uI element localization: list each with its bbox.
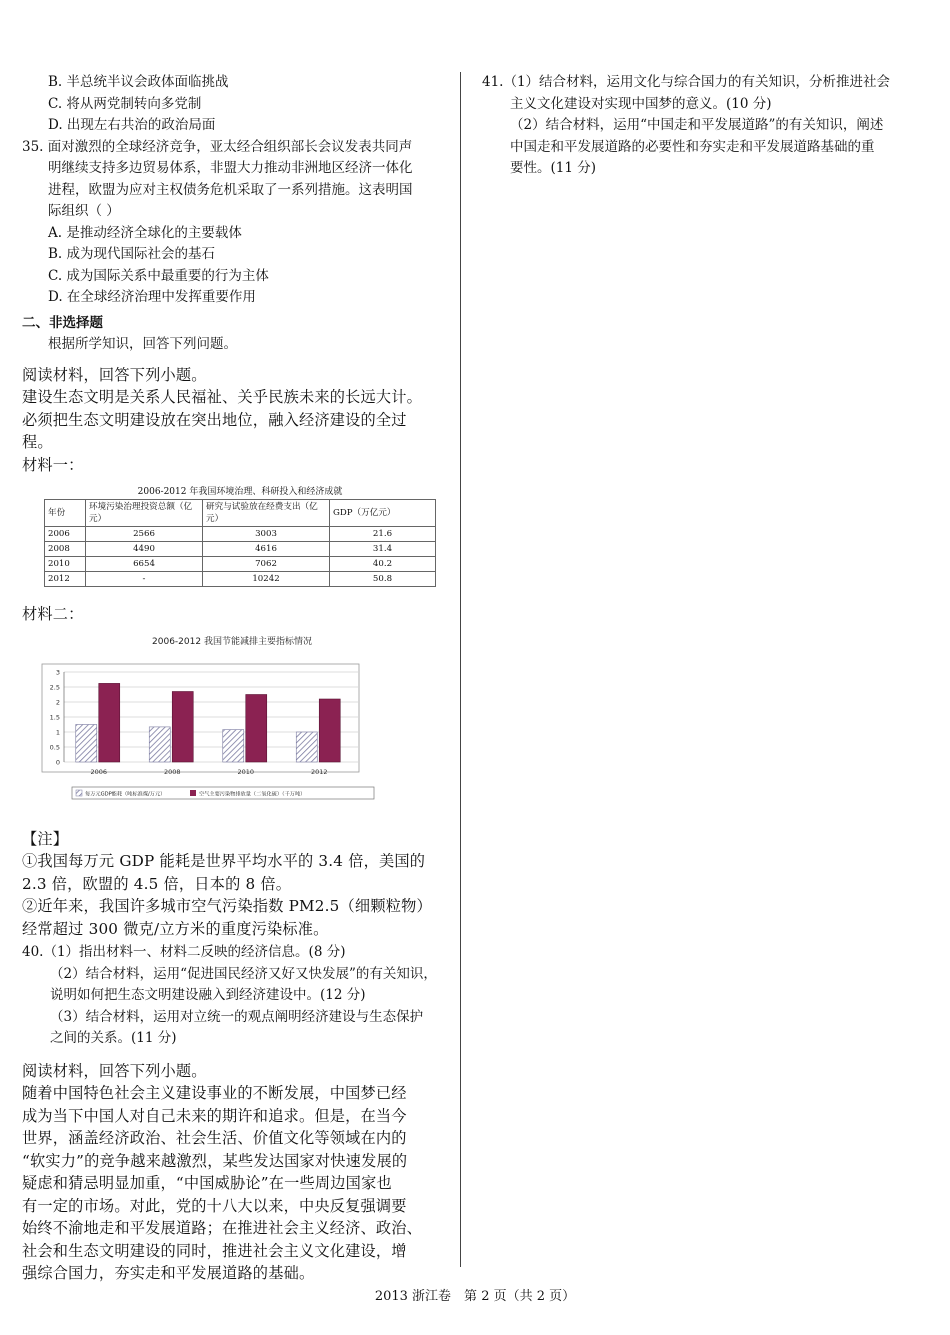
table-cell: 50.8: [330, 572, 436, 587]
y-tick-label: 2: [55, 698, 60, 706]
reading-1-line: 阅读材料，回答下列小题。: [22, 365, 207, 384]
q40-part-3: （3）结合材料，运用对立统一的观点阐明经济建设与生态保护: [50, 1008, 424, 1025]
data-table: [44, 499, 436, 587]
right-column: [482, 72, 912, 180]
table-cell: 2006: [45, 527, 86, 542]
q35-line-2: 明继续支持多边贸易体系，非盟大力推动非洲地区经济一体化: [48, 160, 413, 176]
legend-label: 每万元GDP能耗（吨标准煤/万元）: [85, 791, 166, 797]
q35-line-4: 际组织（ ）: [48, 203, 120, 219]
page-footer: 2013 浙江卷 第 2 页（共 2 页）: [374, 1289, 576, 1304]
legend-label: 空气主要污染物排放量（二氧化硫）（千万吨）: [199, 791, 306, 797]
left-column: [22, 72, 447, 1285]
bar: [99, 683, 120, 762]
reading-1-line: 必须把生态文明建设放在突出地位，融入经济建设的全过: [22, 410, 407, 429]
column-divider: [460, 72, 461, 1267]
table-title: 2006-2012 年我国环境治理、科研投入和经济成就: [137, 487, 343, 497]
reading-1-line: 程。: [22, 433, 53, 451]
table-cell: 3003: [203, 527, 330, 542]
q41-part-1: 41.（1）结合材料，运用文化与综合国力的有关知识，分析推进社会: [482, 74, 891, 90]
note-line: 2.3 倍，欧盟的 4.5 倍，日本的 8 倍。: [22, 874, 292, 893]
chart-title: 2006-2012 我国节能减排主要指标情况: [152, 636, 312, 647]
bar: [76, 724, 97, 762]
table-row: [45, 542, 436, 557]
reading-2-line: 随着中国特色社会主义建设事业的不断发展，中国梦已经: [22, 1084, 407, 1102]
q35-option-b: B. 成为现代国际社会的基石: [48, 246, 216, 262]
reading-2-line: 疑虑和猜忌明显加重，“中国威胁论”在一些周边国家也: [22, 1174, 392, 1192]
reading-1-line: 建设生态文明是关系人民福祉、关乎民族未来的长远大计。: [22, 388, 423, 406]
q40-part-1: 40.（1）指出材料一、材料二反映的经济信息。(8 分): [22, 944, 346, 960]
bar: [296, 732, 317, 762]
table-header: 年份: [45, 500, 86, 527]
reading-2-line: 社会和生态文明建设的同时，推进社会主义文化建设，增: [22, 1241, 407, 1260]
reading-2-line: “软实力”的竞争越来越激烈，某些发达国家对快速发展的: [22, 1151, 408, 1170]
q35-option-c: C. 成为国际关系中最重要的行为主体: [48, 267, 269, 284]
table-cell: 6654: [86, 557, 203, 572]
bar: [172, 691, 193, 762]
table-cell: 2010: [45, 557, 86, 572]
reading-2-line: 有一定的市场。对此，党的十八大以来，中央反复强调要: [22, 1196, 407, 1215]
table-cell: 2012: [45, 572, 86, 587]
table-header-row: [45, 500, 436, 527]
reading-2-line: 阅读材料，回答下列小题。: [22, 1061, 207, 1080]
reading-2-line: 世界，涵盖经济政治、社会生活、价值文化等领域在内的: [22, 1129, 407, 1147]
bar: [149, 726, 170, 761]
table-cell: 4616: [203, 542, 330, 557]
legend-swatch: [76, 790, 82, 796]
section-title: 二、非选择题: [22, 314, 103, 331]
table-cell: 31.4: [330, 542, 436, 557]
table-cell: 7062: [203, 557, 330, 572]
bar-chart: [22, 632, 442, 818]
reading-2-line: 始终不渝地走和平发展道路；在推进社会主义经济、政治、: [22, 1219, 423, 1237]
q41-part-2-cont: 要性。(11 分): [510, 160, 597, 176]
table-header: 研究与试验放在经费支出（亿元）: [203, 500, 330, 527]
q41-part-2-cont: 中国走和平发展道路的必要性和夯实走和平发展道路基础的重: [510, 138, 875, 155]
option-c-prev: C. 将从两党制转向多党制: [48, 95, 202, 112]
y-tick-label: 2.5: [49, 683, 60, 691]
section-intro: 根据所学知识，回答下列问题。: [48, 336, 237, 352]
y-tick-label: 3: [55, 668, 60, 676]
table-cell: 10242: [203, 572, 330, 587]
notes: [22, 828, 447, 941]
y-tick-label: 1: [55, 728, 60, 736]
x-tick-label: 2010: [237, 767, 255, 776]
x-tick-label: 2006: [90, 767, 108, 776]
reading-2-line: 成为当下中国人对自己未来的期许和追求。但是，在当今: [22, 1106, 407, 1125]
y-tick-label: 0.5: [49, 743, 60, 751]
note-line: 【注】: [22, 829, 69, 848]
x-tick-label: 2012: [310, 767, 328, 776]
bar: [223, 729, 244, 761]
table-row: [45, 572, 436, 587]
q40: [22, 942, 447, 1050]
q35-option-a: A. 是推动经济全球化的主要载体: [48, 224, 242, 241]
reading-2: [22, 1060, 447, 1285]
note-line: 经常超过 300 微克/立方米的重度污染标准。: [22, 919, 329, 938]
chart-container: [22, 632, 447, 822]
q40-part-3-cont: 之间的关系。(11 分): [50, 1030, 177, 1046]
y-tick-label: 0: [55, 758, 60, 766]
q40-part-2: （2）结合材料，运用“促进国民经济又好又快发展”的有关知识，: [50, 965, 437, 982]
q35-line-1: 35. 面对激烈的全球经济竞争，亚太经合组织部长会议发表共同声: [22, 138, 413, 155]
x-tick-label: 2008: [163, 767, 181, 776]
reading-2-line: 强综合国力，夯实走和平发展道路的基础。: [22, 1264, 315, 1282]
table-row: [45, 527, 436, 542]
table-cell: 21.6: [330, 527, 436, 542]
q35-option-d: D. 在全球经济治理中发挥重要作用: [48, 289, 256, 305]
table-cell: 40.2: [330, 557, 436, 572]
bar: [246, 694, 267, 762]
table-row: [45, 557, 436, 572]
table-header: GDP（万亿元）: [330, 500, 436, 527]
option-b-prev: B. 半总统半议会政体面临挑战: [48, 74, 229, 90]
y-tick-label: 1.5: [49, 713, 60, 721]
material-1-label: 材料一：: [22, 455, 84, 474]
q41-part-1-cont: 主义文化建设对实现中国梦的意义。(10 分): [510, 95, 772, 112]
material-2-label: 材料二：: [22, 605, 84, 623]
option-d-prev: D. 出现左右共治的政治局面: [48, 117, 216, 133]
bar: [319, 699, 340, 762]
table-cell: 2566: [86, 527, 203, 542]
legend-swatch: [190, 790, 196, 796]
q35-line-3: 进程，欧盟为应对主权债务危机采取了一系列措施。这表明国: [48, 181, 413, 198]
table-cell: 4490: [86, 542, 203, 557]
table-header: 环境污染治理投资总额（亿元）: [86, 500, 203, 527]
table-cell: -: [86, 572, 203, 587]
table-cell: 2008: [45, 542, 86, 557]
note-line: ②近年来，我国许多城市空气污染指数 PM2.5（细颗粒物）: [22, 897, 432, 915]
q41-part-2: （2）结合材料，运用“中国走和平发展道路”的有关知识，阐述: [510, 117, 884, 133]
q40-part-2-cont: 说明如何把生态文明建设融入到经济建设中。(12 分): [50, 987, 366, 1003]
reading-1: [22, 364, 447, 477]
note-line: ①我国每万元 GDP 能耗是世界平均水平的 3.4 倍，美国的: [22, 852, 426, 870]
